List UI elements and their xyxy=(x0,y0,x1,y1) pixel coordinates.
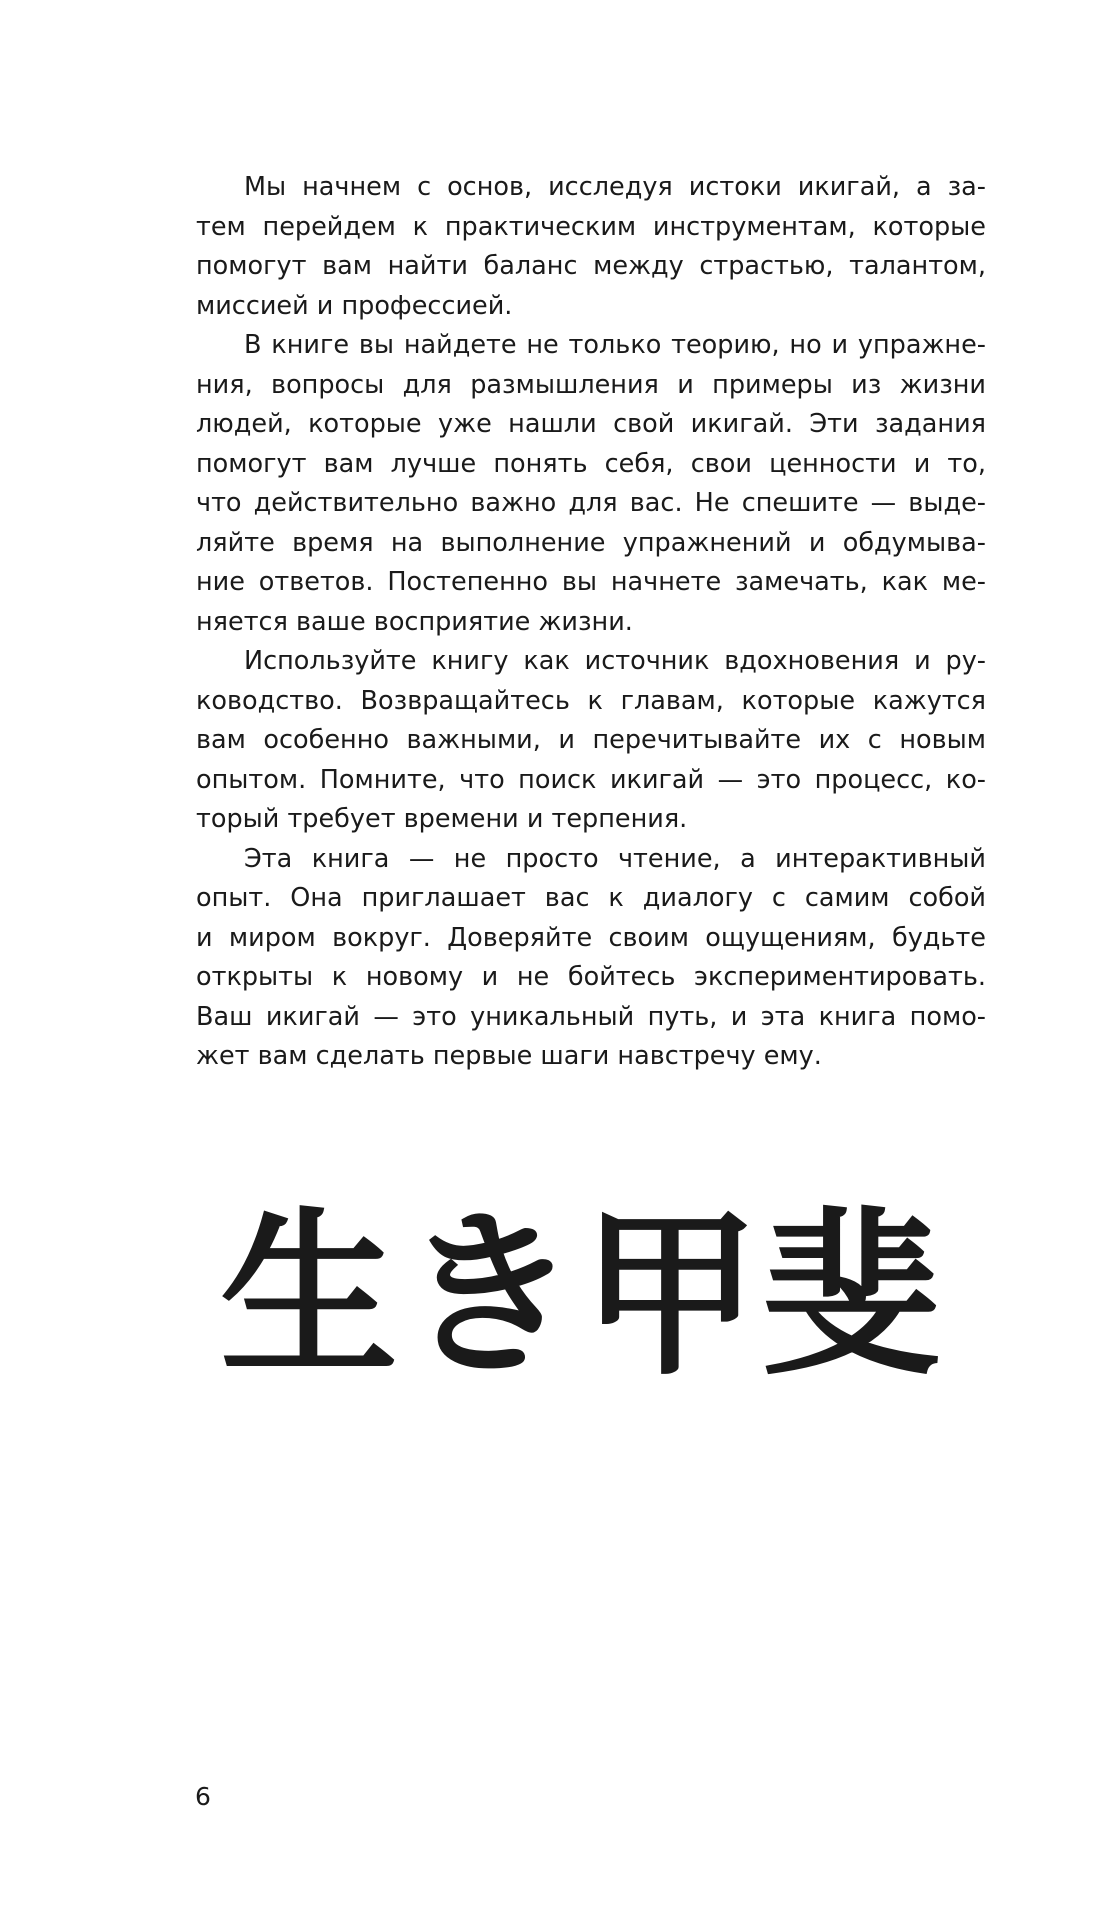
text-line: ководство. Возвращайтесь к главам, которые кажутся xyxy=(196,685,986,716)
text-line: торый требует времени и терпения. xyxy=(196,804,688,834)
text-line: Ваш икигай — это уникальный путь, и эта книга помо- xyxy=(196,1001,986,1032)
text-line: ляйте время на выполнение упражнений и обдумыва- xyxy=(196,527,986,558)
page-number: 6 xyxy=(195,1782,211,1811)
kanji-character: 生 xyxy=(220,1190,398,1399)
text-line: няется ваше восприятие жизни. xyxy=(196,606,633,637)
text-line: людей, которые уже нашли свой икигай. Эти задания xyxy=(196,409,986,439)
ikigai-calligraphy xyxy=(220,1190,940,1400)
text-line: вам особенно важными, и перечитывайте их с новым xyxy=(196,725,986,755)
text-line: открыты к новому и не бойтесь экспериментировать. xyxy=(196,962,986,992)
text-line: помогут вам лучше понять себя, свои ценности и то, xyxy=(196,448,986,479)
text-line: ние ответов. Постепенно вы начнете замечать, как ме- xyxy=(196,567,986,597)
text-line: что действительно важно для вас. Не спешите — выде- xyxy=(196,488,986,518)
text-line: помогут вам найти баланс между страстью, талантом, xyxy=(196,251,986,281)
body-text xyxy=(196,168,986,1077)
text-line: опытом. Помните, что поиск икигай — это процесс, ко- xyxy=(196,764,986,795)
text-line: Используйте книгу как источник вдохновения и ру- xyxy=(244,646,986,676)
text-line: жет вам сделать первые шаги навстречу ему. xyxy=(196,1041,822,1071)
text-line: и миром вокруг. Доверяйте своим ощущениям, будьте xyxy=(196,922,986,953)
text-line: В книге вы найдете не только теорию, но и упражне- xyxy=(244,330,986,360)
text-line: ния, вопросы для размышления и примеры из жизни xyxy=(196,369,986,400)
text-line: миссией и профессией. xyxy=(196,290,513,321)
kanji-character: 斐 xyxy=(761,1190,940,1399)
text-line: опыт. Она приглашает вас к диалогу с самим собой xyxy=(196,883,986,913)
text-line: тем перейдем к практическим инструментам, которые xyxy=(196,211,986,242)
kanji-character: 甲 xyxy=(581,1190,760,1399)
text-line: Эта книга — не просто чтение, а интерактивный xyxy=(244,843,986,874)
text-line: Мы начнем с основ, исследуя истоки икигай, а за- xyxy=(244,172,986,202)
kanji-character: き xyxy=(400,1190,579,1399)
